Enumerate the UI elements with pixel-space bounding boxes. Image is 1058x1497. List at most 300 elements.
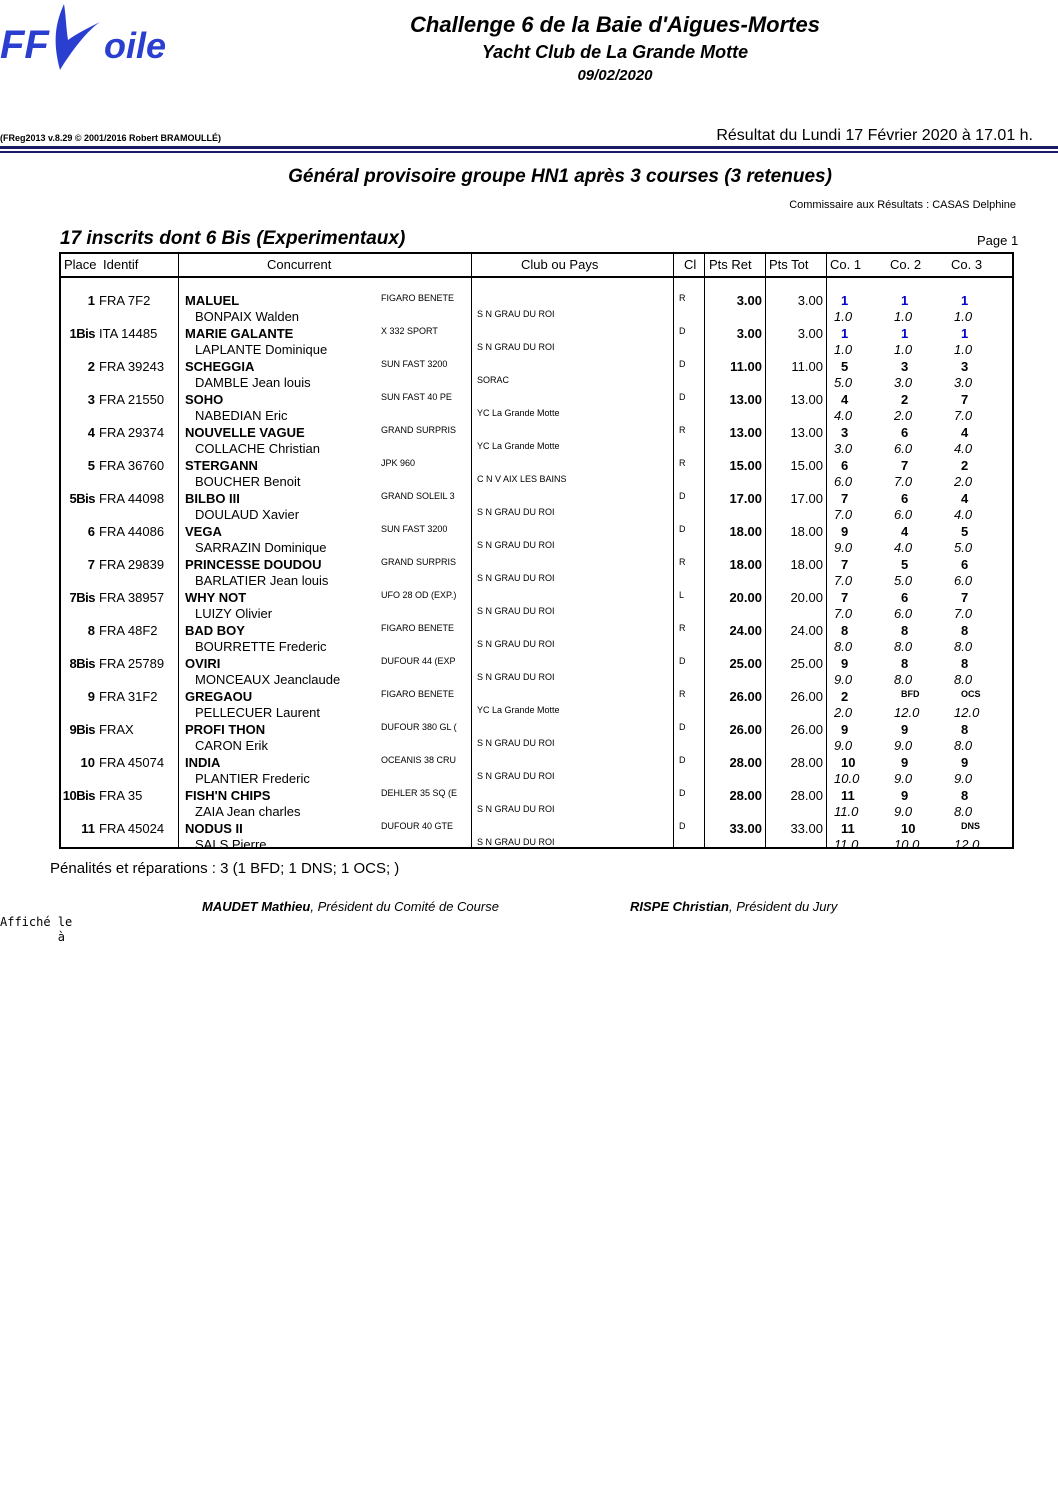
cell-r2: 7 [901, 458, 909, 473]
cell-identif: FRA 44098 [99, 491, 165, 506]
cell-type: GRAND SURPRIS [381, 425, 457, 435]
table-row [61, 392, 1012, 425]
cell-s2: 3.0 [894, 375, 913, 390]
cell-boat: OVIRI [185, 656, 221, 671]
cell-s3: 6.0 [954, 573, 973, 588]
cell-pts-tot: 13.00 [790, 425, 823, 440]
cell-cl: D [679, 788, 686, 798]
cell-s3: 9.0 [954, 771, 973, 786]
cell-s2: 8.0 [894, 672, 913, 687]
cell-place: 4 [87, 425, 95, 440]
table-row [61, 326, 1012, 359]
cell-club: S N GRAU DU ROI [477, 771, 555, 781]
cell-type: X 332 SPORT [381, 326, 438, 336]
cell-boat: MARIE GALANTE [185, 326, 294, 341]
cell-r2: 5 [901, 557, 909, 572]
cell-identif: FRA 44086 [99, 524, 165, 539]
header-co1: Co. 1 [830, 257, 862, 272]
cell-place: 8Bis [69, 656, 95, 671]
jury-signature [630, 899, 837, 914]
cell-r1: 7 [841, 557, 849, 572]
table-row [61, 722, 1012, 755]
cell-club: S N GRAU DU ROI [477, 342, 555, 352]
cell-identif: FRA 38957 [99, 590, 165, 605]
header-identif: Identif [103, 257, 139, 272]
cell-boat: WHY NOT [185, 590, 247, 605]
cell-pts-tot: 24.00 [790, 623, 823, 638]
cell-r2: BFD [901, 689, 920, 699]
cell-club: YC La Grande Motte [477, 441, 560, 451]
cell-r3: 5 [961, 524, 969, 539]
cell-boat: SCHEGGIA [185, 359, 255, 374]
cell-skipper: NABEDIAN Eric [195, 408, 288, 423]
cell-cl: D [679, 656, 686, 666]
cell-identif: FRA 45074 [99, 755, 165, 770]
cell-cl: R [679, 458, 686, 468]
cell-club: S N GRAU DU ROI [477, 573, 555, 583]
cell-s2: 10.0 [894, 837, 920, 852]
cell-r3: 8 [961, 656, 969, 671]
cell-pts-ret: 20.00 [729, 590, 762, 605]
cell-r3: 7 [961, 590, 969, 605]
cell-skipper: SALS Pierre [195, 837, 267, 852]
cell-place: 7Bis [69, 590, 95, 605]
cell-s1: 7.0 [834, 606, 853, 621]
ffvoile-logo [0, 0, 175, 75]
cell-s3: 4.0 [954, 441, 973, 456]
cell-s3: 3.0 [954, 375, 973, 390]
penalties-summary: Pénalités et réparations : 3 (1 BFD; 1 DNS; 1 OCS; ) [50, 860, 400, 877]
cell-place: 7 [87, 557, 95, 572]
event-date: 09/02/2020 [577, 67, 653, 84]
cell-pts-ret: 17.00 [729, 491, 762, 506]
cell-r2: 9 [901, 755, 909, 770]
cell-r3: OCS [961, 689, 981, 699]
cell-s1: 10.0 [834, 771, 860, 786]
cell-club: S N GRAU DU ROI [477, 540, 555, 550]
cell-boat: PRINCESSE DOUDOU [185, 557, 322, 572]
cell-pts-tot: 33.00 [790, 821, 823, 836]
regatta-title: Challenge 6 de la Baie d'Aigues-Mortes [410, 12, 820, 37]
cell-r3: 7 [961, 392, 969, 407]
cell-s2: 1.0 [894, 309, 913, 324]
cell-identif: FRA 7F2 [99, 293, 151, 308]
cell-s1: 7.0 [834, 573, 853, 588]
cell-r3: 8 [961, 623, 969, 638]
cell-boat: BAD BOY [185, 623, 245, 638]
cell-s3: 12.0 [954, 837, 980, 852]
cell-boat: NODUS II [185, 821, 243, 836]
cell-type: DEHLER 35 SQ (E [381, 788, 458, 798]
cell-type: GRAND SURPRIS [381, 557, 457, 567]
cell-skipper: COLLACHE Christian [195, 441, 320, 456]
cell-r1: 9 [841, 524, 849, 539]
cell-r1: 3 [841, 425, 849, 440]
cell-club: S N GRAU DU ROI [477, 309, 555, 319]
cell-s1: 9.0 [834, 672, 853, 687]
cell-r1: 1 [841, 293, 849, 308]
cell-pts-tot: 26.00 [790, 689, 823, 704]
cell-club: S N GRAU DU ROI [477, 738, 555, 748]
cell-r3: 8 [961, 722, 969, 737]
cell-skipper: PLANTIER Frederic [195, 771, 310, 786]
cell-r3: 1 [961, 326, 969, 341]
cell-boat: VEGA [185, 524, 222, 539]
cell-r3: 4 [961, 491, 969, 506]
cell-s3: 12.0 [954, 705, 980, 720]
cell-skipper: PELLECUER Laurent [195, 705, 321, 720]
cell-r1: 1 [841, 326, 849, 341]
cell-r1: 8 [841, 623, 849, 638]
cell-s2: 2.0 [894, 408, 913, 423]
cell-pts-tot: 20.00 [790, 590, 823, 605]
cell-type: OCEANIS 38 CRU [381, 755, 457, 765]
jury-president: RISPE Christian [630, 899, 729, 914]
cell-identif: FRA 31F2 [99, 689, 158, 704]
header-rule [0, 151, 1058, 153]
cell-r2: 8 [901, 656, 909, 671]
cell-pts-tot: 3.00 [797, 293, 823, 308]
cell-s1: 8.0 [834, 639, 853, 654]
cell-s1: 3.0 [834, 441, 853, 456]
cell-r3: 6 [961, 557, 969, 572]
cell-cl: R [679, 557, 686, 567]
table-row [61, 623, 1012, 656]
cell-place: 6 [87, 524, 95, 539]
cell-club: C N V AIX LES BAINS [477, 474, 567, 484]
cell-s2: 8.0 [894, 639, 913, 654]
cell-club: S N GRAU DU ROI [477, 639, 555, 649]
header-pts-tot: Pts Tot [769, 257, 809, 272]
cell-s2: 6.0 [894, 441, 913, 456]
software-credit: (FReg2013 v.8.29 © 2001/2016 Robert BRAMOULLÉ) [0, 133, 222, 143]
cell-pts-tot: 26.00 [790, 722, 823, 737]
cell-skipper: BARLATIER Jean louis [195, 573, 329, 588]
cell-skipper: CARON Erik [195, 738, 268, 753]
cell-r2: 10 [901, 821, 916, 836]
cell-s2: 5.0 [894, 573, 913, 588]
cell-r2: 1 [901, 326, 909, 341]
cell-cl: R [679, 689, 686, 699]
table-row [61, 689, 1012, 722]
results-table [59, 252, 1014, 852]
cell-s1: 1.0 [834, 342, 853, 357]
cell-r2: 1 [901, 293, 909, 308]
cell-place: 10Bis [62, 788, 95, 803]
cell-identif: FRA 48F2 [99, 623, 158, 638]
cell-pts-ret: 11.00 [730, 359, 762, 374]
cell-r2: 6 [901, 590, 909, 605]
cell-pts-ret: 33.00 [729, 821, 762, 836]
cell-r3: 2 [961, 458, 969, 473]
cell-s3: 8.0 [954, 672, 973, 687]
cell-cl: D [679, 524, 686, 534]
cell-place: 2 [87, 359, 95, 374]
cell-s3: 7.0 [954, 606, 973, 621]
cell-r1: 4 [841, 392, 849, 407]
cell-identif: FRA 36760 [99, 458, 165, 473]
cell-s3: 8.0 [954, 804, 973, 819]
header-concurrent: Concurrent [267, 257, 332, 272]
cell-skipper: BOUCHER Benoit [195, 474, 301, 489]
cell-pts-tot: 18.00 [790, 524, 823, 539]
cell-skipper: LUIZY Olivier [195, 606, 273, 621]
table-row [61, 557, 1012, 590]
cell-r3: 1 [961, 293, 969, 308]
cell-type: UFO 28 OD (EXP.) [381, 590, 457, 600]
cell-pts-ret: 3.00 [736, 326, 762, 341]
race-committee-president: MAUDET Mathieu [202, 899, 311, 914]
cell-pts-ret: 3.00 [736, 293, 762, 308]
cell-s1: 2.0 [834, 705, 853, 720]
cell-s3: 1.0 [954, 342, 973, 357]
cell-type: DUFOUR 44 (EXP [381, 656, 456, 666]
cell-s1: 9.0 [834, 540, 853, 555]
cell-r2: 3 [901, 359, 909, 374]
cell-s2: 12.0 [894, 705, 920, 720]
cell-skipper: SARRAZIN Dominique [195, 540, 327, 555]
cell-club: S N GRAU DU ROI [477, 837, 555, 847]
cell-identif: ITA 14485 [99, 326, 158, 341]
cell-club: S N GRAU DU ROI [477, 672, 555, 682]
page-number: Page 1 [977, 233, 1019, 248]
cell-r1: 2 [841, 689, 849, 704]
cell-type: FIGARO BENETE [381, 293, 455, 303]
table-header [61, 254, 1012, 278]
header-rule [0, 146, 1058, 149]
cell-r1: 7 [841, 491, 849, 506]
cell-cl: D [679, 359, 686, 369]
cell-r1: 7 [841, 590, 849, 605]
table-row [61, 590, 1012, 623]
cell-place: 8 [87, 623, 95, 638]
cell-boat: PROFI THON [185, 722, 266, 737]
club-name: Yacht Club de La Grande Motte [481, 42, 749, 62]
table-row [61, 293, 1012, 326]
result-timestamp: Résultat du Lundi 17 Février 2020 à 17.01 h. [716, 127, 1033, 144]
cell-boat: GREGAOU [185, 689, 253, 704]
cell-r3: 8 [961, 788, 969, 803]
cell-skipper: LAPLANTE Dominique [195, 342, 328, 357]
ranking-subtitle: Général provisoire groupe HN1 après 3 courses (3 retenues) [288, 166, 832, 187]
cell-place: 9 [87, 689, 95, 704]
cell-cl: L [679, 590, 685, 600]
cell-cl: R [679, 293, 686, 303]
svg-text:oile: oile [104, 25, 167, 66]
cell-boat: STERGANN [185, 458, 258, 473]
header-co3: Co. 3 [951, 257, 983, 272]
cell-skipper: MONCEAUX Jeanclaude [195, 672, 341, 687]
cell-identif: FRA 39243 [99, 359, 165, 374]
cell-pts-ret: 18.00 [729, 524, 762, 539]
table-row [61, 755, 1012, 788]
cell-s3: 2.0 [954, 474, 973, 489]
cell-pts-tot: 28.00 [790, 788, 823, 803]
cell-cl: D [679, 326, 686, 336]
cell-club: YC La Grande Motte [477, 705, 560, 715]
cell-pts-ret: 26.00 [729, 722, 762, 737]
posted-stamp: Affiché le à [0, 915, 73, 944]
table-row [61, 821, 1012, 854]
cell-pts-ret: 13.00 [729, 425, 762, 440]
cell-pts-ret: 13.00 [729, 392, 762, 407]
cell-identif: FRA 29839 [99, 557, 165, 572]
cell-identif: FRA 45024 [99, 821, 165, 836]
cell-boat: SOHO [185, 392, 224, 407]
cell-boat: INDIA [185, 755, 221, 770]
cell-type: SUN FAST 3200 [381, 359, 448, 369]
cell-cl: D [679, 821, 686, 831]
cell-r2: 4 [901, 524, 909, 539]
cell-pts-tot: 13.00 [790, 392, 823, 407]
cell-s3: 1.0 [954, 309, 973, 324]
cell-type: SUN FAST 40 PE [381, 392, 452, 402]
cell-s2: 6.0 [894, 507, 913, 522]
cell-boat: FISH'N CHIPS [185, 788, 271, 803]
cell-r2: 6 [901, 425, 909, 440]
cell-s1: 9.0 [834, 738, 853, 753]
cell-boat: NOUVELLE VAGUE [185, 425, 305, 440]
cell-pts-tot: 15.00 [790, 458, 823, 473]
cell-cl: D [679, 755, 686, 765]
cell-boat: MALUEL [185, 293, 240, 308]
cell-pts-tot: 3.00 [797, 326, 823, 341]
cell-club: S N GRAU DU ROI [477, 804, 555, 814]
cell-r2: 6 [901, 491, 909, 506]
cell-r2: 2 [901, 392, 909, 407]
cell-s1: 4.0 [834, 408, 853, 423]
cell-identif: FRAX [99, 722, 134, 737]
race-committee-signature [202, 899, 499, 914]
cell-place: 1Bis [69, 326, 95, 341]
cell-type: DUFOUR 380 GL ( [381, 722, 457, 732]
cell-place: 9Bis [69, 722, 95, 737]
cell-type: SUN FAST 3200 [381, 524, 448, 534]
cell-r2: 9 [901, 722, 909, 737]
cell-pts-tot: 17.00 [790, 491, 823, 506]
cell-s2: 9.0 [894, 738, 913, 753]
cell-s3: 4.0 [954, 507, 973, 522]
cell-s3: 7.0 [954, 408, 973, 423]
cell-cl: D [679, 491, 686, 501]
cell-type: DUFOUR 40 GTE [381, 821, 454, 831]
svg-text:FF: FF [0, 23, 49, 67]
cell-pts-ret: 25.00 [729, 656, 762, 671]
cell-boat: BILBO III [185, 491, 240, 506]
cell-pts-ret: 28.00 [729, 788, 762, 803]
cell-skipper: DOULAUD Xavier [195, 507, 300, 522]
cell-s1: 6.0 [834, 474, 853, 489]
cell-r1: 11 [841, 788, 855, 803]
cell-pts-tot: 28.00 [790, 755, 823, 770]
cell-place: 5 [87, 458, 95, 473]
header-cl: Cl [684, 257, 697, 272]
cell-r3: 4 [961, 425, 969, 440]
table-row [61, 788, 1012, 821]
cell-skipper: DAMBLE Jean louis [195, 375, 311, 390]
cell-r1: 10 [841, 755, 856, 770]
cell-pts-ret: 28.00 [729, 755, 762, 770]
table-row [61, 359, 1012, 392]
cell-type: JPK 960 [381, 458, 416, 468]
table-row [61, 524, 1012, 557]
table-row [61, 656, 1012, 689]
cell-club: SORAC [477, 375, 510, 385]
cell-skipper: BOURRETTE Frederic [195, 639, 327, 654]
cell-s1: 7.0 [834, 507, 853, 522]
cell-place: 11 [81, 821, 95, 836]
cell-skipper: ZAIA Jean charles [195, 804, 301, 819]
table-row [61, 458, 1012, 491]
cell-r1: 5 [841, 359, 849, 374]
cell-pts-tot: 11.00 [791, 359, 823, 374]
entries-count: 17 inscrits dont 6 Bis (Experimentaux) [60, 228, 406, 249]
header-club: Club ou Pays [521, 257, 599, 272]
cell-r3: DNS [961, 821, 981, 831]
cell-pts-ret: 26.00 [729, 689, 762, 704]
cell-s2: 1.0 [894, 342, 913, 357]
cell-r1: 6 [841, 458, 849, 473]
cell-cl: D [679, 722, 686, 732]
cell-type: FIGARO BENETE [381, 689, 455, 699]
cell-pts-ret: 24.00 [729, 623, 762, 638]
cell-r2: 8 [901, 623, 909, 638]
table-row [61, 425, 1012, 458]
header-co2: Co. 2 [890, 257, 922, 272]
cell-s2: 6.0 [894, 606, 913, 621]
cell-s1: 5.0 [834, 375, 853, 390]
table-row [61, 491, 1012, 524]
cell-identif: FRA 21550 [99, 392, 165, 407]
cell-s1: 11.0 [834, 837, 859, 852]
cell-club: S N GRAU DU ROI [477, 606, 555, 616]
cell-type: GRAND SOLEIL 3 [381, 491, 455, 501]
cell-r1: 9 [841, 656, 849, 671]
cell-s2: 4.0 [894, 540, 913, 555]
cell-s2: 9.0 [894, 804, 913, 819]
cell-r1: 9 [841, 722, 849, 737]
cell-place: 1 [87, 293, 95, 308]
header-pts-ret: Pts Ret [709, 257, 752, 272]
cell-s2: 7.0 [894, 474, 913, 489]
cell-cl: R [679, 425, 686, 435]
cell-pts-ret: 15.00 [729, 458, 762, 473]
jury-role: , Président du Jury [728, 899, 838, 914]
cell-cl: D [679, 392, 686, 402]
cell-s3: 5.0 [954, 540, 973, 555]
cell-r3: 3 [961, 359, 969, 374]
cell-place: 10 [80, 755, 95, 770]
cell-s1: 11.0 [834, 804, 859, 819]
cell-identif: FRA 35 [99, 788, 143, 803]
cell-s3: 8.0 [954, 738, 973, 753]
cell-r3: 9 [961, 755, 969, 770]
cell-place: 3 [87, 392, 95, 407]
cell-r1: 11 [841, 821, 855, 836]
cell-s2: 9.0 [894, 771, 913, 786]
cell-s1: 1.0 [834, 309, 853, 324]
cell-pts-tot: 25.00 [790, 656, 823, 671]
race-committee-role: , Président du Comité de Course [310, 899, 499, 914]
cell-pts-ret: 18.00 [729, 557, 762, 572]
cell-type: FIGARO BENETE [381, 623, 455, 633]
cell-skipper: BONPAIX Walden [195, 309, 300, 324]
cell-identif: FRA 29374 [99, 425, 165, 440]
cell-pts-tot: 18.00 [790, 557, 823, 572]
cell-club: S N GRAU DU ROI [477, 507, 555, 517]
sail-logo-icon [0, 0, 175, 75]
cell-cl: R [679, 623, 686, 633]
